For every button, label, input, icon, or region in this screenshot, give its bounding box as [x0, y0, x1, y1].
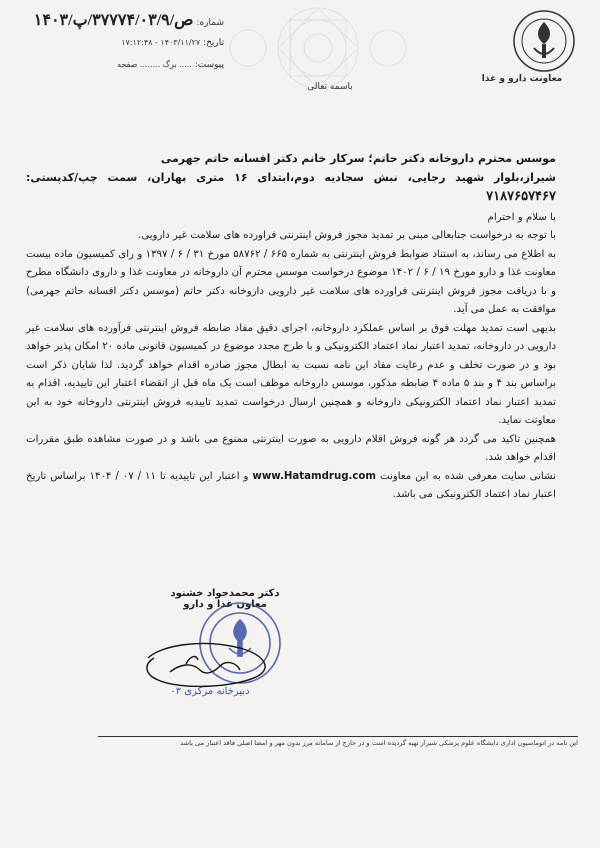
closing-prefix: نشانی سایت معرفی شده به این معاونت — [379, 470, 556, 482]
basmala: باسمه تعالی — [307, 82, 353, 92]
decorative-pattern — [228, 2, 408, 94]
salutation: با سلام و احترام — [487, 211, 556, 223]
attachment-label: پیوست: — [194, 60, 224, 70]
attachment-row — [34, 54, 224, 76]
recipient-line-1: موسس محترم داروخانه دکتر حاتم؛ سرکار خانم دکتر افسانه حاتم جهرمی — [160, 152, 556, 165]
number-label: شماره: — [196, 18, 224, 28]
number-value: ص/۳۷۷۷۴/۰۳/۹/پ/۱۴۰۳ — [33, 12, 194, 29]
letter-number-row — [34, 10, 224, 32]
paragraph-4: همچنین تاکید می گردد هر گونه فروش اقلام دارویی به صورت اینترنتی ممنوع می باشد و در صورت مشاهده طبق مقررات اقدام خواهد شد. — [26, 433, 556, 463]
date-value: ۱۴۰۳/۱۱/۲۷ - ۱۷:۱۲:۴۸ — [121, 38, 201, 47]
date-label: تاریخ: — [203, 38, 224, 48]
footer-divider — [98, 736, 578, 737]
paragraph-2: به اطلاع می رساند، به استناد ضوابط فروش اینترنتی به شماره ۶۶۵ / ۵۸۷۶۲ مورخ ۳۱ / ۶ / ۱۳۹۷ و رای کمیسیون ماده بیست معاونت غذا و دارو مورخ ۱۹ / ۶ / ۱۴۰۲ موضوع درخواست موسس محترم آن داروخانه در معاونت غذا و داروی دانشگاه مطرح و با دریافت مجوز فروش اینترنتی فراورده های سلامت غیر دارویی داروخانه دکتر حاتم (موسس دکتر افسانه حاتم جهرمی) موافقت به عمل می آید. — [26, 248, 556, 315]
paragraph-1: با توجه به درخواست جنابعالی مبنی بر تمدید مجوز فروش اینترنتی فراورده های سلامت غیر دارویی. — [137, 230, 556, 241]
postal-code: ۷۱۸۷۶۵۷۴۶۷ — [486, 188, 556, 203]
pages-text: ..... برگ ........ صفحه — [117, 60, 192, 69]
recipient-line-2 — [26, 169, 556, 207]
letter-body — [26, 150, 556, 505]
handwritten-signature — [140, 628, 280, 698]
paragraph-3: بدیهی است تمدید مهلت فوق بر اساس عملکرد داروخانه، اجرای دقیق مفاد ضابطه فروش اینترنتی فرآورده های سلامت غیر دارویی در داروخانه، تمدید اعتبار نماد اعتماد الکترونیکی و با طرح مجدد موضوع در کمیسیون قانونی ماده ۲۰ امکان پذیر خواهد بود و در صورت تخلف و عدم رعایت مفاد این نامه نسبت به ابطال مجوز صادره اقدام خواهد گردید. لذا شایان ذکر است براساس بند ۴ و بند ۵ ماده ۴ ضابطه مذکور، موسس داروخانه موظف است یک ماه قبل از انقضاء اعتبار این تاییدیه، اقدام به تمدید اعتبار نماد اعتماد الکترونیکی داروخانه و همچنین ارسال درخواست تمدید تاییدیه فروش اینترنتی داروخانه خود به این معاونت نماید. — [26, 322, 556, 426]
recipient-address: شیراز،بلوار شهید رجایی، نبش سجادیه دوم،ابتدای ۱۶ متری بهاران، سمت چپ/کدپستی: — [26, 170, 556, 184]
signatory-title: معاون غذا و دارو — [183, 599, 267, 610]
stamp-label: دبیرخانه مرکزی ۰۳ — [170, 686, 250, 697]
letter-meta — [34, 10, 224, 76]
closing-suffix: و اعتبار این تاییدیه تا ۱۱ / ۰۷ / ۱۴۰۴ براساس تاریخ اعتبار نماد اعتماد الکترونیکی می باشد. — [26, 470, 556, 500]
university-logo-icon — [512, 8, 576, 74]
letter-date-row — [34, 32, 224, 54]
signatory-name: دکتر محمدجواد خشنود — [170, 588, 280, 599]
department-name: معاونت دارو و غذا — [481, 74, 563, 84]
website-link[interactable]: www.Hatamdrug.com — [252, 470, 377, 482]
closing-paragraph — [26, 468, 556, 505]
footer-note: این نامه در اتوماسیون اداری دانشگاه علوم پزشکی شیراز تهیه گردیده است و در خارج از سامانه مرز بدون مهر و امضا اصلی فاقد اعتبار می باشد — [180, 739, 578, 747]
